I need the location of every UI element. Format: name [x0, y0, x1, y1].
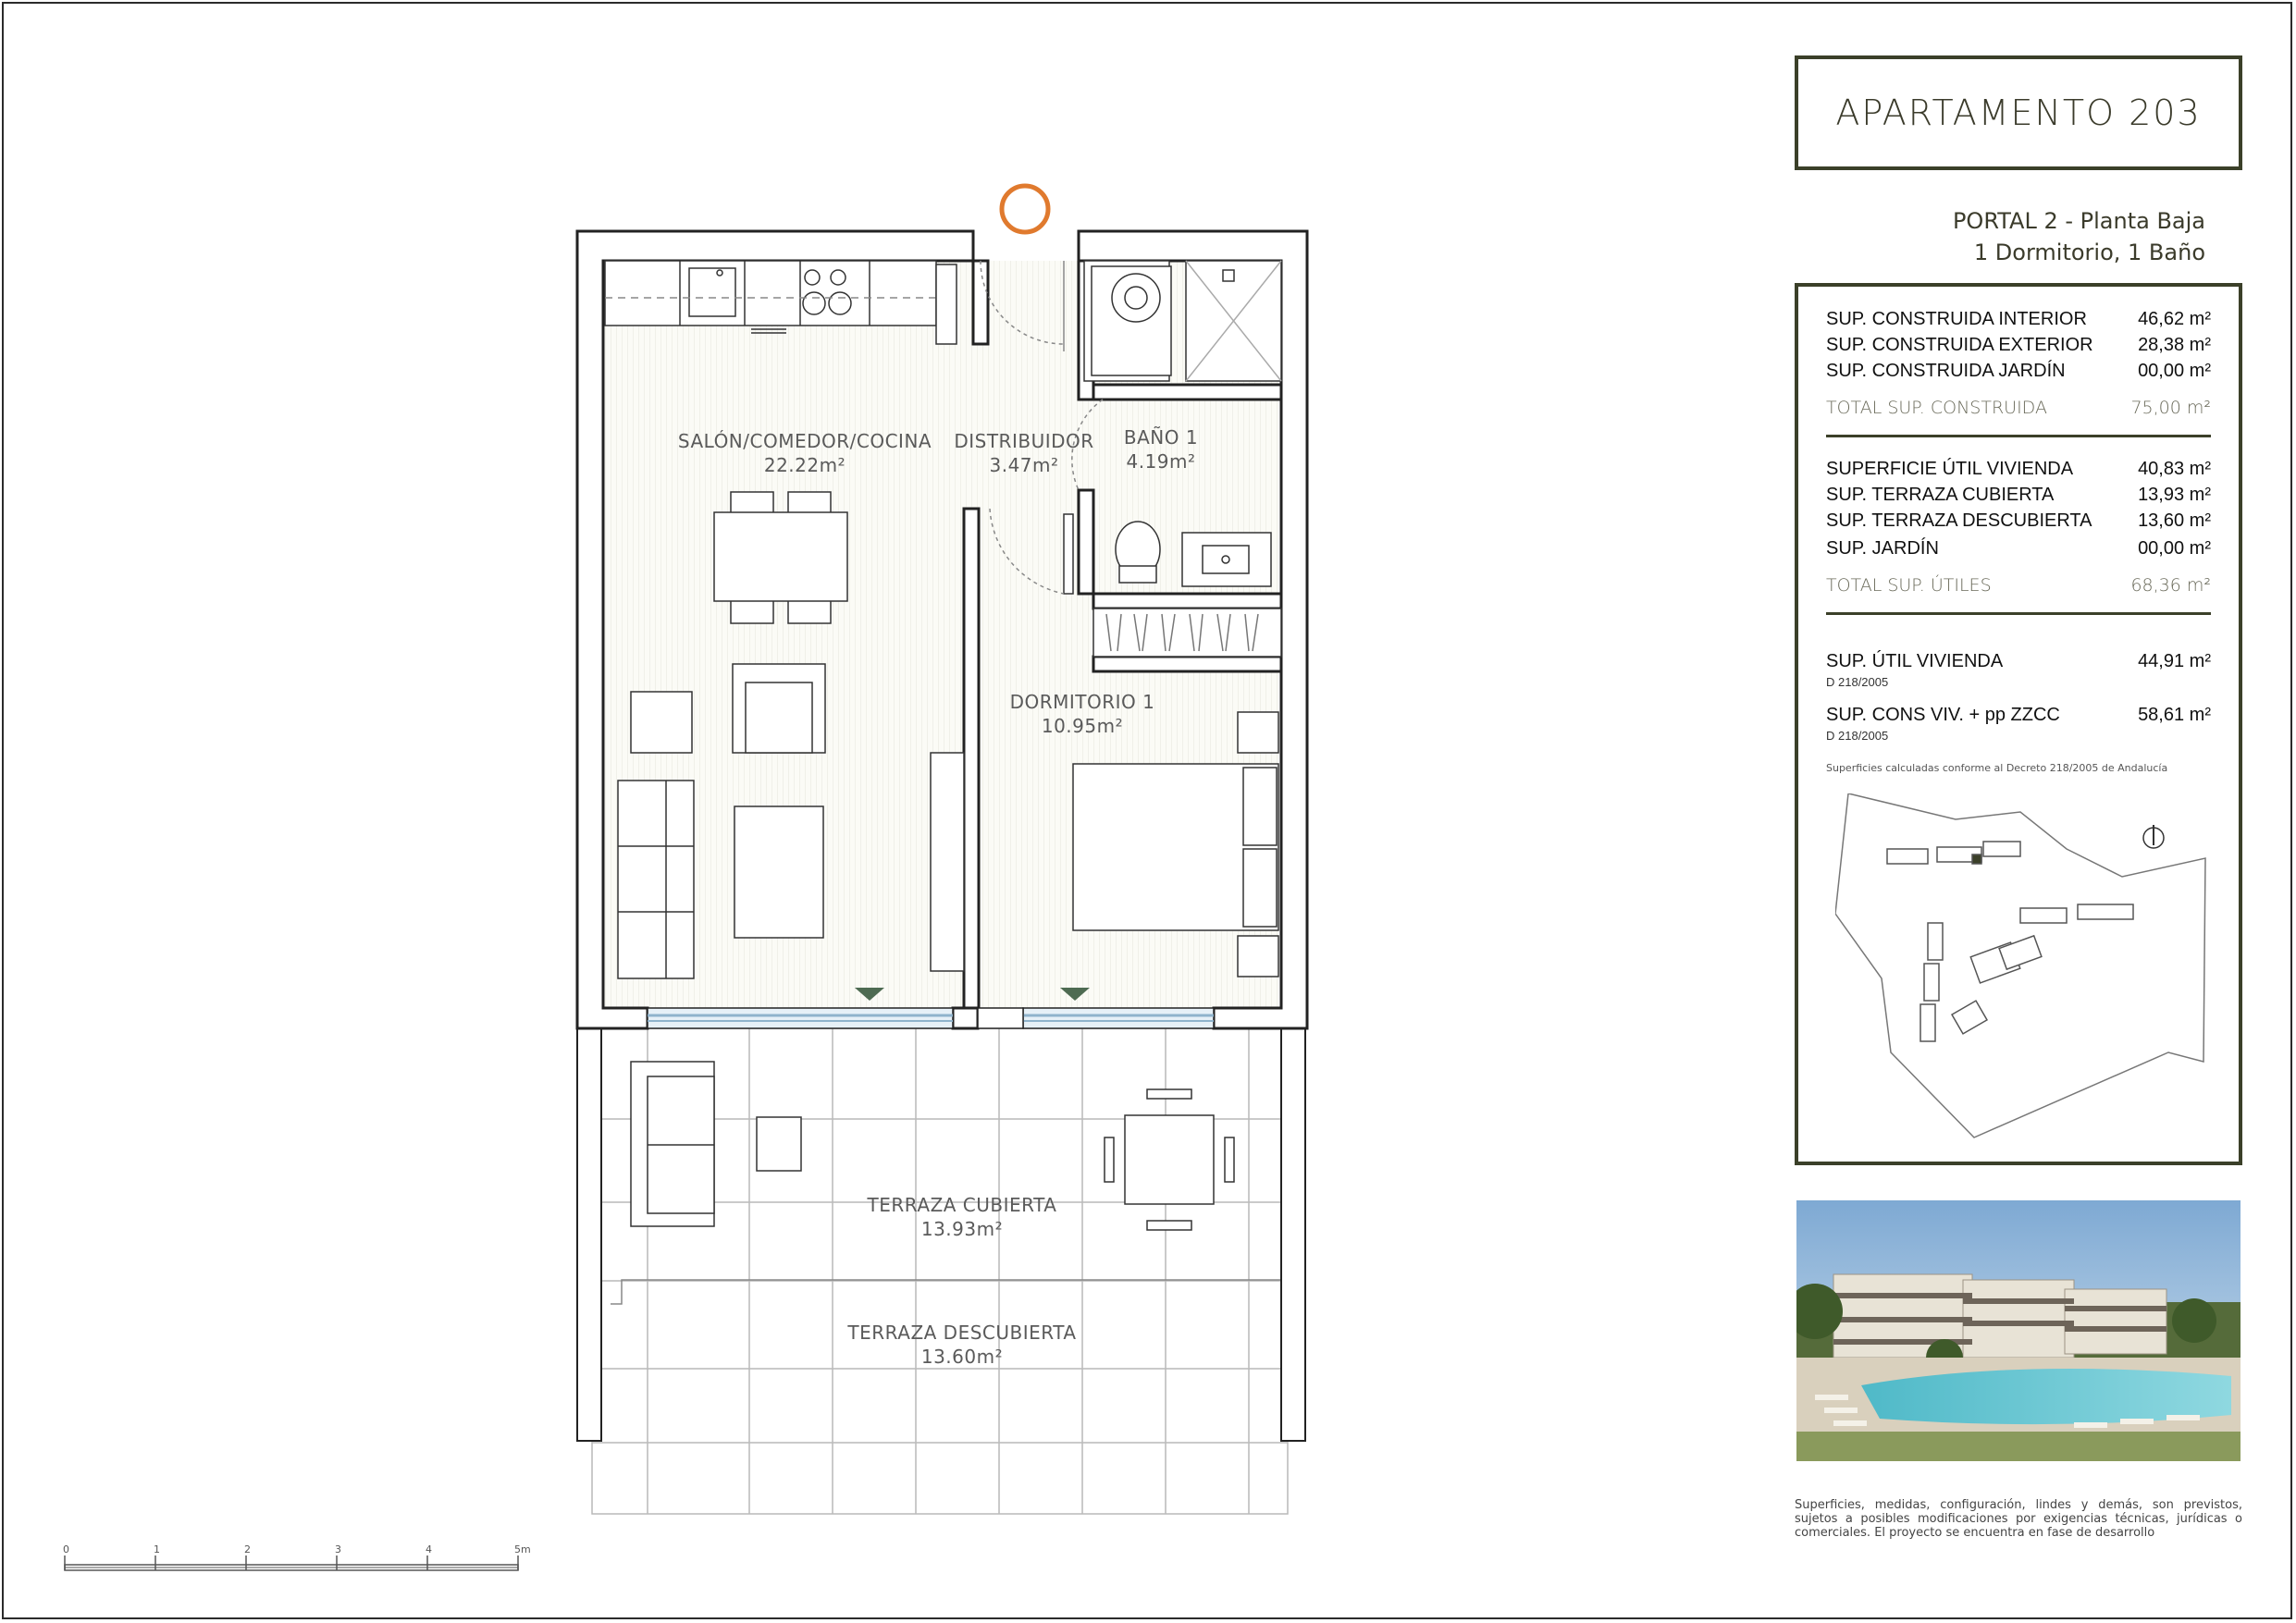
scale-label: 2 [244, 1543, 251, 1555]
surface-total-row [1826, 398, 2211, 418]
surface-label: SUP. JARDÍN [1826, 538, 1939, 559]
divider [1826, 435, 2211, 437]
scale-label: 3 [335, 1543, 341, 1555]
portal-info [1953, 205, 2205, 268]
scale-bar [56, 1543, 537, 1580]
decree-ref: D 218/2005 [1826, 729, 1889, 743]
surfaces-note: Superficies calculadas conforme al Decreto 218/2005 de Andalucía [1826, 762, 2168, 774]
surface-value: 40,83 m² [2138, 459, 2211, 479]
room-terraza-descubierta-area: 13.60m² [920, 1346, 1004, 1368]
disclaimer: Superficies, medidas, configuración, lindes y demás, son previstos, sujetos a posibles modificaciones por exigencias técnicas, jurídicas o comerciales. El proyecto se encuentra en fase de desarrollo [1795, 1498, 2242, 1540]
room-bano [1110, 425, 1212, 473]
room-salon-name: SALÓN/COMEDOR/COCINA [677, 430, 932, 452]
surface-row [1826, 651, 2211, 672]
scale-label: 5m [514, 1543, 531, 1555]
room-salon [666, 429, 944, 477]
surface-value: 00,00 m² [2138, 361, 2211, 381]
room-distribuidor-area: 3.47m² [989, 454, 1059, 476]
surface-row [1826, 335, 2211, 356]
site-plan [1835, 793, 2224, 1145]
room-dormitorio-name: DORMITORIO 1 [1009, 691, 1155, 713]
wardrobe [1093, 609, 1281, 657]
portal-line1: PORTAL 2 - Planta Baja [1952, 208, 2205, 234]
room-distribuidor-name: DISTRIBUIDOR [954, 430, 1094, 452]
surface-label: SUPERFICIE ÚTIL VIVIENDA [1826, 459, 2074, 479]
page-title: APARTAMENTO 203 [1835, 92, 2202, 133]
room-salon-area: 22.22m² [763, 454, 846, 476]
terrace-wall-right [1281, 1028, 1305, 1441]
surface-label: SUP. ÚTIL VIVIENDA [1826, 651, 2004, 671]
surface-value: 13,93 m² [2138, 485, 2211, 505]
surface-value: 44,91 m² [2138, 651, 2211, 671]
surfaces-panel [1795, 283, 2242, 1165]
room-terraza-descubierta-name: TERRAZA DESCUBIERTA [847, 1322, 1077, 1344]
surface-value: 46,62 m² [2138, 309, 2211, 329]
surface-value: 13,60 m² [2138, 510, 2211, 531]
surface-label: SUP. CONSTRUIDA INTERIOR [1826, 309, 2087, 329]
surface-row [1826, 705, 2211, 726]
surface-label: SUP. TERRAZA CUBIERTA [1826, 485, 2055, 505]
scale-label: 0 [63, 1543, 69, 1555]
surface-total-label: TOTAL SUP. CONSTRUIDA [1826, 398, 2047, 418]
surface-label: SUP. CONSTRUIDA EXTERIOR [1826, 335, 2093, 355]
surface-row [1826, 361, 2211, 382]
surface-row [1826, 459, 2211, 480]
windows [648, 1008, 1214, 1028]
room-terraza-cubierta-area: 13.93m² [920, 1218, 1004, 1240]
surface-total-label: TOTAL SUP. ÚTILES [1826, 575, 1992, 596]
scale-label: 1 [154, 1543, 160, 1555]
surface-label: SUP. CONSTRUIDA JARDÍN [1826, 361, 2066, 381]
surface-value: 28,38 m² [2138, 335, 2211, 355]
surface-total-value: 75,00 m² [2130, 398, 2211, 418]
north-arrow-icon [2143, 825, 2164, 848]
rendering-photo [1796, 1200, 2240, 1461]
surface-label: SUP. TERRAZA DESCUBIERTA [1826, 510, 2092, 531]
title-box [1795, 55, 2242, 170]
entrance-circle-icon [1002, 186, 1048, 232]
surface-label: SUP. CONS VIV. + pp ZZCC [1826, 705, 2060, 725]
room-dormitorio-area: 10.95m² [1041, 715, 1124, 737]
room-terraza-descubierta [814, 1321, 1110, 1369]
surface-row [1826, 309, 2211, 330]
room-terraza-cubierta-name: TERRAZA CUBIERTA [867, 1194, 1057, 1216]
terrace-wall-left [577, 1028, 601, 1441]
surface-row [1826, 538, 2211, 559]
room-terraza-cubierta [833, 1193, 1092, 1241]
room-dormitorio [999, 690, 1166, 738]
surface-row [1826, 485, 2211, 506]
surface-value: 00,00 m² [2138, 538, 2211, 559]
divider [1826, 612, 2211, 615]
scale-label: 4 [426, 1543, 432, 1555]
portal-line2: 1 Dormitorio, 1 Baño [1973, 240, 2205, 265]
room-bano-area: 4.19m² [1126, 450, 1196, 473]
surface-value: 58,61 m² [2138, 705, 2211, 725]
surface-total-row [1826, 575, 2211, 596]
surface-total-value: 68,36 m² [2130, 575, 2211, 596]
room-bano-name: BAÑO 1 [1123, 426, 1199, 449]
room-distribuidor [936, 429, 1112, 477]
surface-row [1826, 510, 2211, 532]
decree-ref: D 218/2005 [1826, 675, 1889, 689]
